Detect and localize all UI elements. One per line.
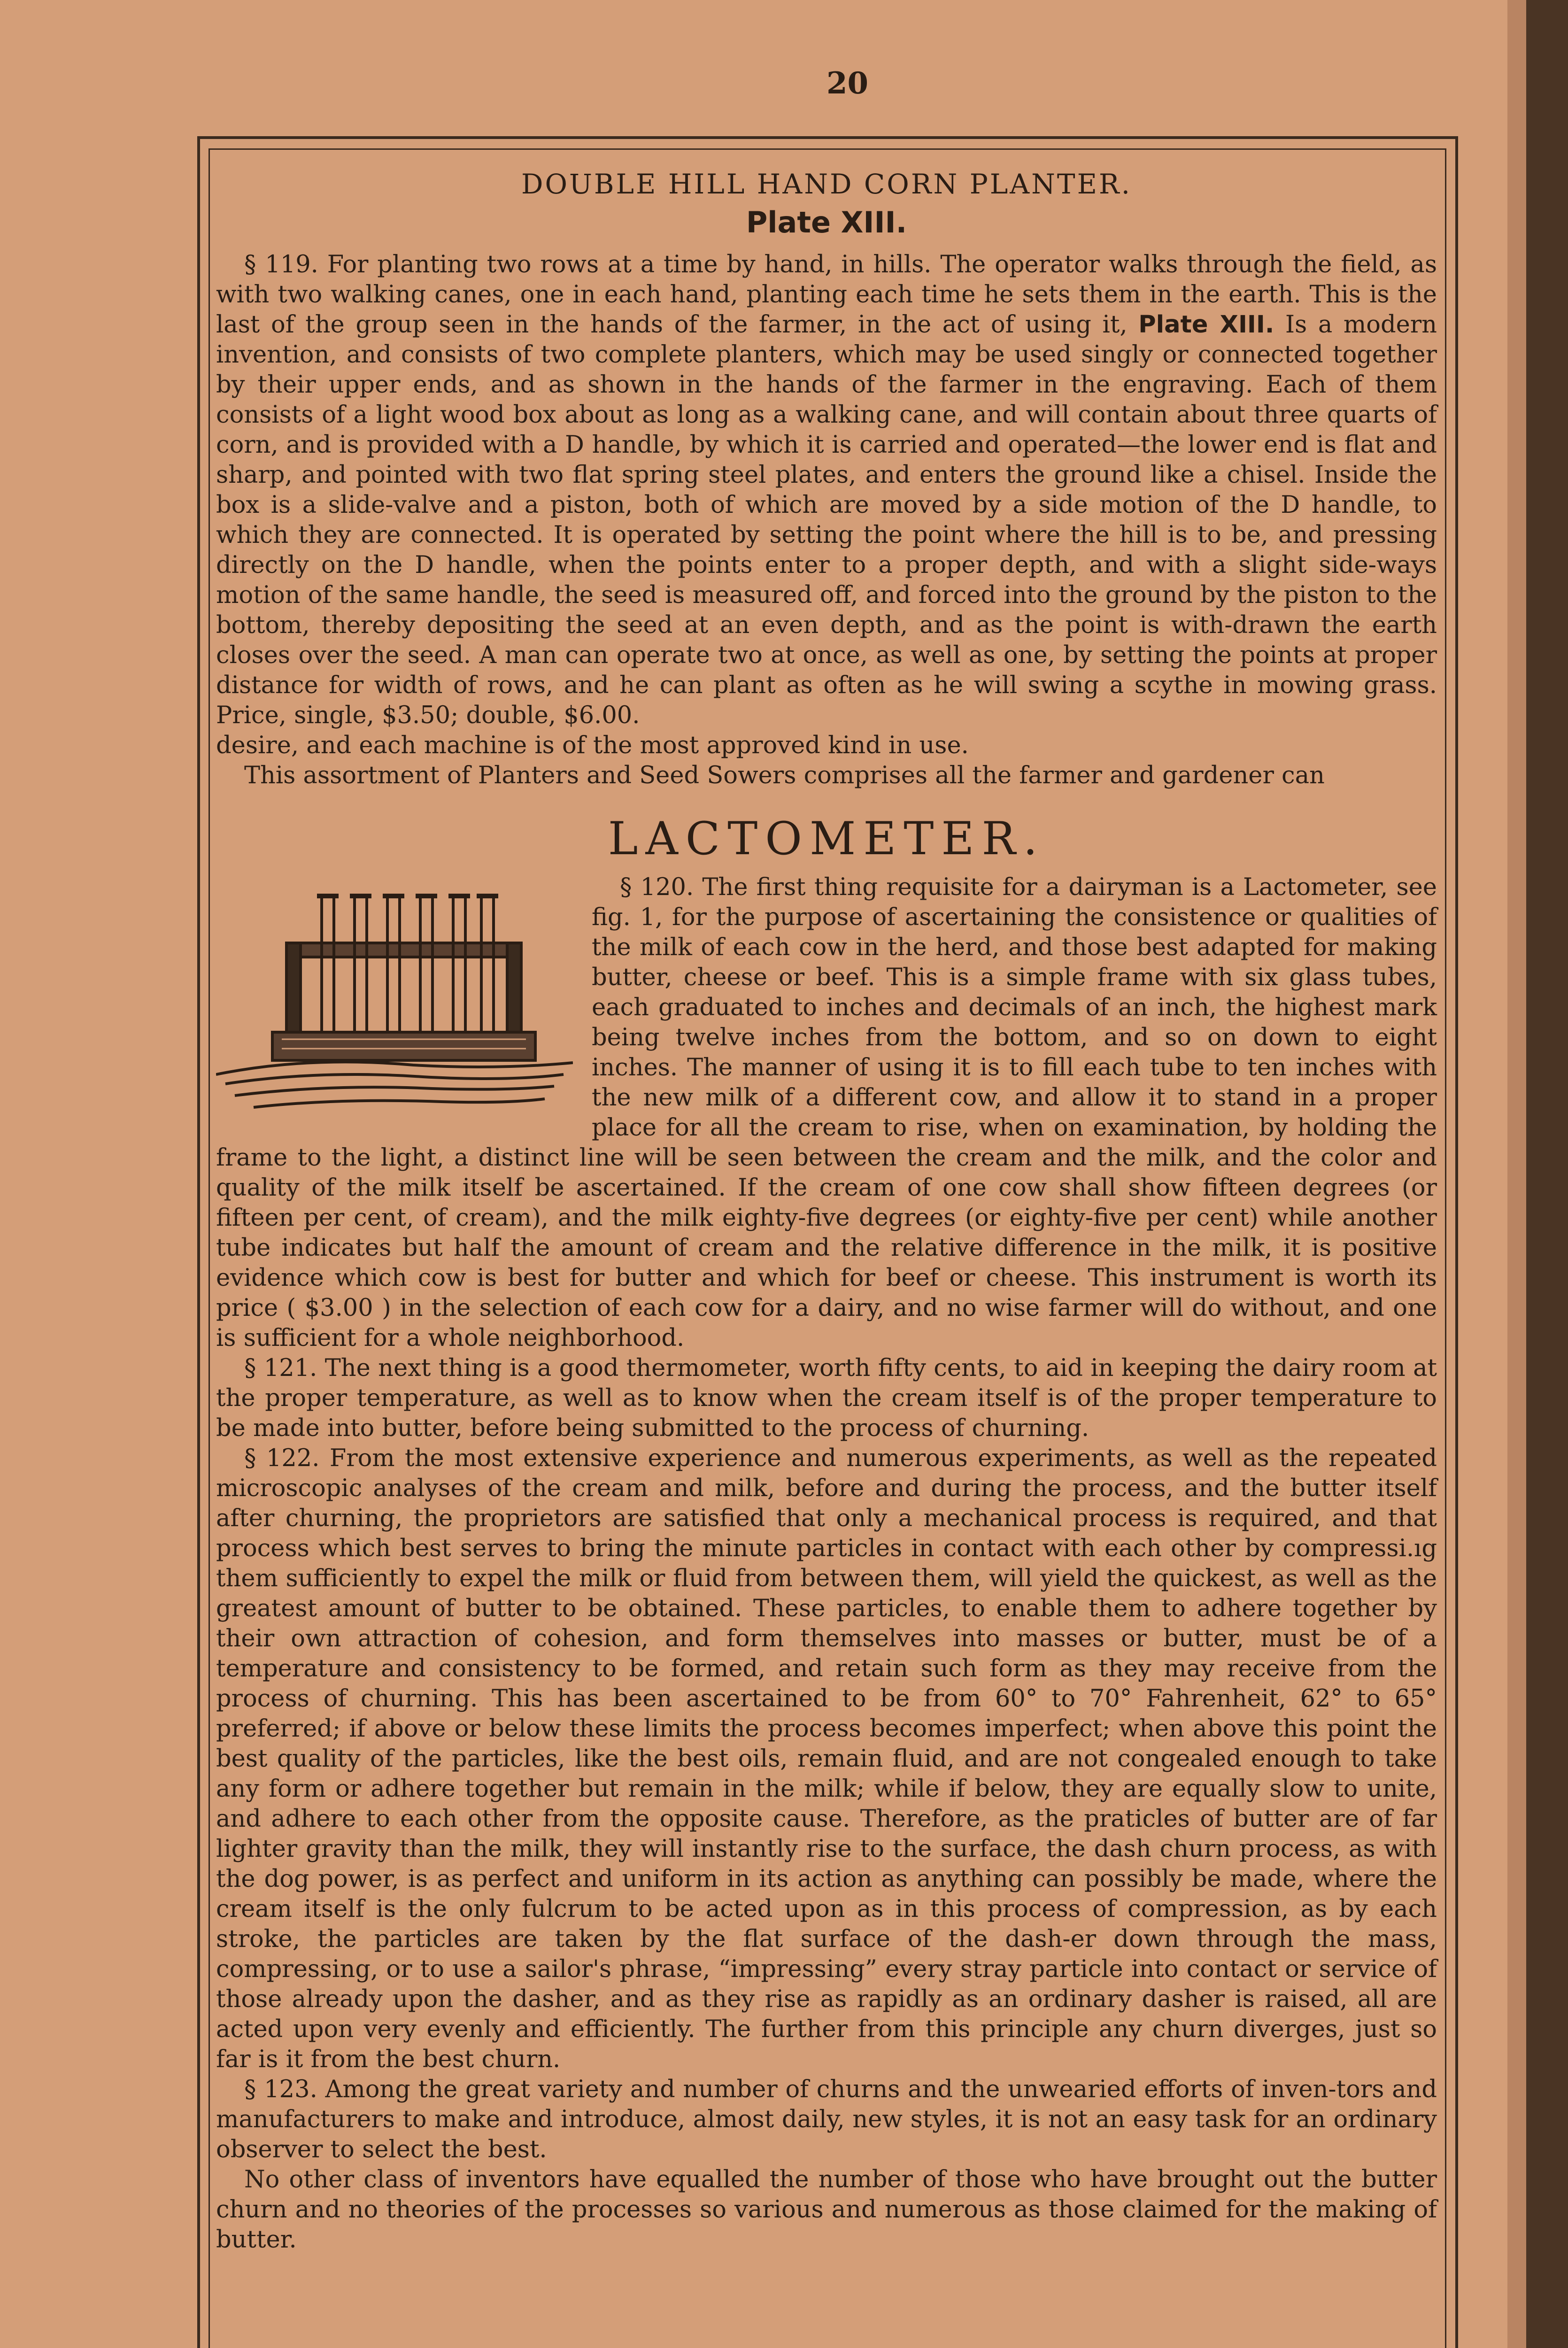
lactometer-heading: LACTOMETER.	[608, 812, 1045, 865]
page-edge	[1507, 0, 1568, 2348]
paragraph-119	[216, 250, 1437, 731]
paragraph-123: § 123. Among the great variety and number of churns and the unwearied efforts of inven-tors and manufacturers to make and introduce, almost daily, new styles, it is not an easy task for an ordinary observer to select the best.	[216, 2076, 1437, 2163]
plate-reference: Plate XIII.	[1138, 311, 1274, 339]
paragraph-121: § 121. The next thing is a good thermometer, worth fifty cents, to aid in keeping the dairy room at the proper temperature, as well as to know when the cream itself is of the proper temperature to be made into butter, before being submitted to the process of churning.	[216, 1354, 1437, 1442]
paragraph-120-text: § 120. The first thing requisite for a dairyman is a Lactometer, see fig. 1, for the purpose of ascertaining the consistence or qualities of the milk of each cow in the herd, and those best adapted for making butter, cheese or beef. This is a simple frame with six glass tubes, each graduated to inches and decimals of an inch, the highest mark being twelve inches from the bottom, and so on down to eight inches. The manner of using it is to fill each tube to ten inches with the new milk of a different cow, and allow it to stand in a proper place for all the cream to rise, when on examination, by holding the frame to the light, a distinct line will be seen between the cream and the milk, and the color and quality of the milk itself be ascertained. If the cream of one cow shall show fifteen degrees (or fifteen per cent, of cream), and the milk eighty-five degrees (or eighty-five per cent) while another tube indicates but half the amount of cream and the relative difference in the milk, it is positive evidence which cow is best for butter and which for beef or cheese. This instrument is worth its price ( $3.00 ) in the selection of each cow for a dairy, and no wise farmer will do without, and one is sufficient for a whole neighborhood.	[216, 873, 1437, 1352]
paragraph-120	[216, 873, 1437, 1353]
paragraph-closing: No other class of inventors have equalled the number of those who have brought out the butter churn and no theories of the processes so various and numerous as those claimed for the making of butter.	[216, 2166, 1437, 2254]
next-page-sliver	[1507, 0, 1526, 2348]
paragraph-119-a: § 119. For planting two rows at a time by hand, in hills. The operator walks through the field, as with two walking canes, one in each hand, planting each time he sets them in the earth. This is the last of the group seen in the hands of the farmer, in the act of using it,	[216, 251, 1437, 339]
paragraph-119-b: Is a modern invention, and consists of two complete planters, which may be used singly or connected together by their upper ends, and as shown in the hands of the farmer in the engraving. Each of them consists of a light wood box about as long as a walking cane, and will contain about three quarts of corn, and is provided with a D handle, by which it is carried and operated—the lower end is flat and sharp, and pointed with two flat spring steel plates, and enters the ground like a chisel. Inside the box is a slide-valve and a piston, both of which are moved by a side motion of the D handle, to which they are connected. It is operated by setting the point where the hill is to be, and pressing directly on the D handle, when the points enter to a proper depth, and with a slight side-ways motion of the same handle, the seed is measured off, and forced into the ground by the piston to the bottom, thereby depositing the seed at an even depth, and as the point is with-drawn the earth closes over the seed. A man can operate two at once, as well as one, by setting the points at proper distance for width of rows, and he can plant as often as he will swing a scythe in mowing grass. Price, single, $3.50; double, $6.00.	[216, 311, 1437, 729]
section-title: DOUBLE HILL HAND CORN PLANTER.	[521, 168, 1132, 200]
paragraph-122: § 122. From the most extensive experience and numerous experiments, as well as the repeated microscopic analyses of the cream and milk, before and during the process, and the butter itself after churning, the proprietors are satisfied that only a mechanical process is required, and that process which best serves to bring the minute particles in contact with each other by compressi.ıg them sufficiently to expel the milk or fluid from between them, will yield the quickest, as well as the greatest amount of butter to be obtained. These particles, to enable them to adhere together by their own attraction of cohesion, and form themselves into masses or butter, must be of a temperature and consistency to be formed, and retain such form as they may receive from the process of churning. This has been ascertained to be from 60° to 70° Fahrenheit, 62° to 65° preferred; if above or below these limits the process becomes imperfect; when above this point the best quality of the particles, like the best oils, remain fluid, and are not congealed enough to take any form or adhere together but remain in the milk; while if below, they are equally slow to unite, and adhere to each other from the opposite cause. Therefore, as the praticles of butter are of far lighter gravity than the milk, they will instantly rise to the surface, the dash churn process, as with the dog power, is as perfect and uniform in its action as anything can possibly be made, where the cream itself is the only fulcrum to be acted upon as in this process of compression, as by each stroke, the particles are taken by the flat surface of the dash-er down through the mass, compressing, or to use a sailor's phrase, “impressing” every stray particle into contact or service of those already upon the dasher, and as they rise as rapidly as an ordinary dasher is raised, all are acted upon very evenly and efficiently. The further from this principle any churn diverges, just so far is it from the best churn.	[216, 1444, 1437, 2073]
page-content	[216, 169, 1437, 2255]
desire-line: desire, and each machine is of the most approved kind in use.	[216, 732, 969, 759]
assortment-line: This assortment of Planters and Seed Sowers comprises all the farmer and gardener can	[244, 762, 1325, 789]
page-number: 20	[826, 66, 869, 101]
plate-label: Plate XIII.	[746, 205, 907, 239]
lactometer-engraving-icon	[216, 877, 573, 1121]
